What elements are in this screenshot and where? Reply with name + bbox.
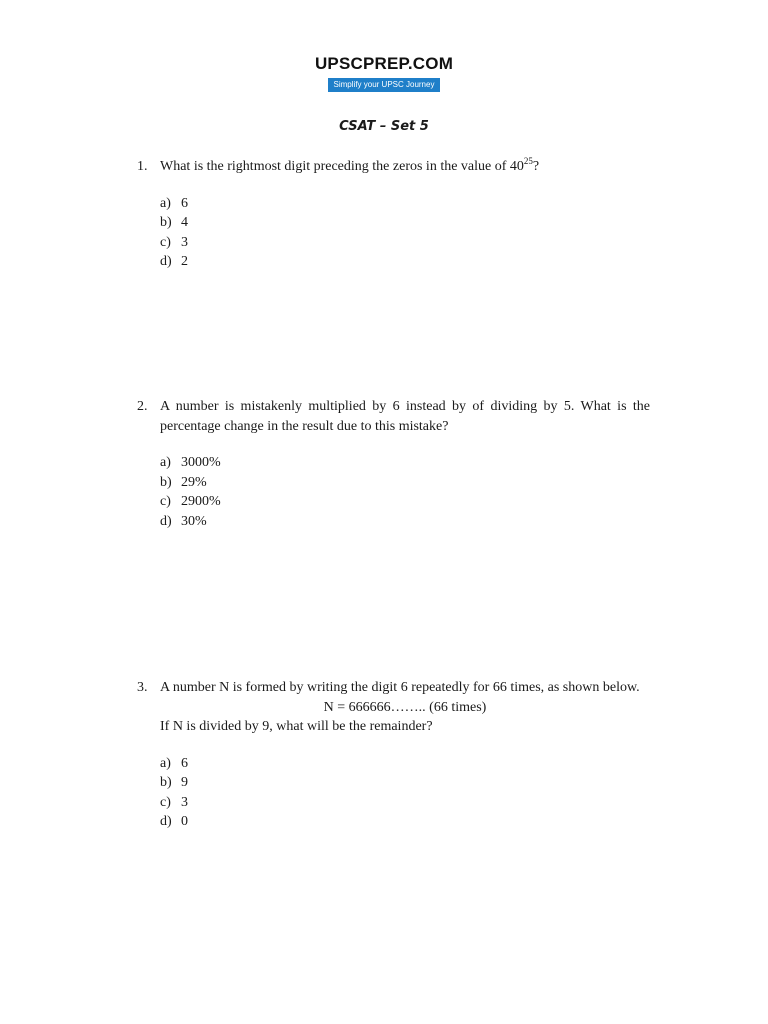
question-2 [137, 397, 650, 531]
question-number: 2. [137, 399, 148, 414]
option-letter: c) [160, 234, 171, 250]
option-text: 4 [181, 215, 188, 230]
question-formula: N = 666666…….. (66 times) [323, 699, 487, 715]
option-d [160, 252, 650, 272]
option-text: 3 [181, 234, 188, 250]
question-text [160, 678, 650, 737]
option-letter: b) [160, 474, 172, 490]
question-number: 3. [137, 680, 148, 695]
option-a [160, 453, 650, 473]
option-a [160, 194, 650, 214]
option-letter: b) [160, 775, 172, 790]
option-text: 29% [181, 474, 207, 490]
question-3 [137, 678, 650, 832]
option-b [160, 773, 650, 793]
option-text: 30% [181, 513, 207, 529]
option-c [160, 233, 650, 253]
option-b [160, 213, 650, 233]
option-text: 9 [181, 775, 188, 790]
option-letter: a) [160, 455, 171, 470]
option-text: 2 [181, 254, 188, 269]
option-letter: d) [160, 814, 172, 829]
option-text: 6 [181, 195, 188, 211]
option-letter: c) [160, 494, 171, 509]
question-text-main: What is the rightmost digit preceding the zeros in the value of 40 [160, 159, 524, 174]
question-1 [137, 157, 650, 272]
option-b [160, 473, 650, 493]
option-a [160, 754, 650, 774]
option-text: 2900% [181, 494, 221, 509]
question-line: A number N is formed by writing the digit 6 repeatedly for 66 times, as shown below. [160, 680, 640, 695]
question-number: 1. [137, 159, 148, 174]
option-letter: c) [160, 794, 171, 810]
option-c [160, 492, 650, 512]
question-text [160, 157, 650, 177]
options-list [160, 194, 650, 272]
question-line: If N is divided by 9, what will be the remainder? [160, 719, 433, 734]
option-text: 6 [181, 755, 188, 771]
option-letter: a) [160, 755, 171, 771]
option-letter: b) [160, 215, 172, 230]
brand-name: UPSCPREP.COM [314, 54, 454, 73]
option-d [160, 812, 650, 832]
option-letter: d) [160, 254, 172, 269]
question-mark: ? [532, 159, 540, 174]
option-letter: d) [160, 513, 172, 529]
option-text: 3 [181, 794, 188, 810]
page-title: CSAT – Set 5 [339, 119, 429, 134]
option-d [160, 512, 650, 532]
option-text: 0 [181, 814, 188, 829]
option-letter: a) [160, 195, 171, 211]
exponent: 25 [523, 156, 533, 166]
question-text: A number is mistakenly multiplied by 6 instead by of dividing by 5. What is the percentage change in the result due to this mistake? [160, 399, 650, 434]
site-logo [0, 54, 768, 92]
option-c [160, 793, 650, 813]
options-list [160, 453, 650, 531]
options-list [160, 754, 650, 832]
brand-tagline: Simplify your UPSC Journey [328, 78, 441, 92]
option-text: 3000% [181, 455, 221, 470]
